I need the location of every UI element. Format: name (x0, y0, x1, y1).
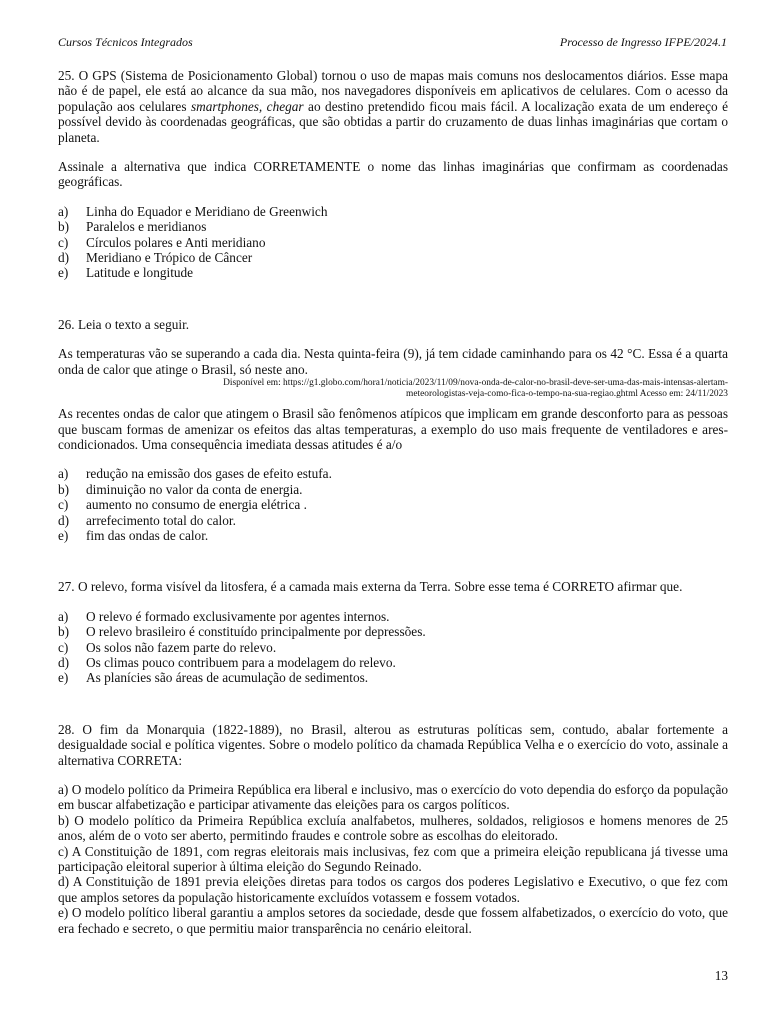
option-letter: d) (58, 512, 70, 528)
page-number: 13 (714, 968, 728, 983)
option-item[interactable]: a) O modelo político da Primeira República era liberal e inclusivo, mas o exercício do voto dependia do esforço da população em buscar alfabetização e participar ativamente das eleições para os cargos políticos. (58, 782, 728, 813)
header-course-title: Cursos Técnicos Integrados (58, 35, 193, 49)
question-25-command: Assinale a alternativa que indica CORRETAMENTE o nome das linhas imaginárias que confirmam as coordenadas geográficas. (58, 159, 728, 190)
option-text: Os solos não fazem parte do relevo. (86, 639, 277, 655)
option-text: Círculos polares e Anti meridiano (86, 234, 266, 250)
option-letter: a) (58, 203, 69, 219)
option-letter: a) (58, 608, 69, 624)
option-letter: c) (58, 639, 69, 655)
option-item[interactable] (58, 235, 728, 250)
question-25-options (58, 204, 728, 281)
header-process-title: Processo de Ingresso IFPE/2024.1 (559, 35, 727, 49)
question-25-text-part: 25. O GPS (Sistema de Posicionamento Global) tornou o uso de mapas mais comuns nos deslocamentos diários. Esse mapa não é de papel, ele está ao alcance da sua mão, nos navegadores disponíveis em aplicativos de celulares. Com o acesso da população aos celulares (58, 68, 728, 114)
option-letter: c) (58, 497, 69, 513)
question-25 (58, 68, 728, 281)
option-item[interactable]: c) A Constituição de 1891, com regras eleitorais mais inclusivas, fez com que a primeira eleição republicana já tivesse uma participação eleitoral superior à última eleição do Segundo Reinado. (58, 843, 728, 875)
question-26-options (58, 466, 728, 543)
source-line: meteorologistas-veja-como-fica-o-tempo-na-sua-regiao.ghtml Acesso em: 24/11/2023 (406, 389, 728, 400)
option-text: Paralelos e meridianos (86, 219, 207, 235)
option-text: aumento no consumo de energia elétrica . (86, 497, 307, 513)
option-item[interactable] (58, 466, 728, 481)
question-26 (58, 317, 728, 543)
question-28 (58, 722, 728, 936)
option-item[interactable] (58, 655, 728, 670)
option-letter: b) (58, 624, 70, 640)
option-item[interactable]: d) A Constituição de 1891 previa eleições diretas para todos os cargos dos poderes Legislativo e Executivo, o que fez com que amplos setores da população historicamente excluídos votassem e fossem votados. (58, 874, 728, 905)
option-item[interactable]: e) O modelo político liberal garantiu a amplos setores da sociedade, desde que fossem alfabetizados, o exercício do voto, que era fechado e secreto, o que permitiu maior transparência no cenário eleitoral. (58, 905, 728, 936)
question-26-source (58, 378, 728, 400)
option-item[interactable] (58, 265, 728, 280)
option-letter: b) (58, 219, 70, 235)
option-text: O relevo é formado exclusivamente por agentes internos. (86, 608, 390, 624)
question-26-text: As recentes ondas de calor que atingem o Brasil são fenômenos atípicos que implicam em grande desconforto para as pessoas que buscam formas de amenizar os efeitos das altas temperaturas, a exemplo do uso mais frequente de ventiladores e ares-condicionados. Uma consequência imediata dessas atitudes é a/o (58, 406, 728, 452)
option-text: O relevo brasileiro é constituído principalmente por depressões. (86, 624, 426, 640)
option-item[interactable] (58, 528, 728, 543)
question-26-intro: 26. Leia o texto a seguir. (58, 316, 190, 332)
option-text: Latitude e longitude (86, 265, 194, 281)
question-27 (58, 579, 728, 685)
option-text: redução na emissão dos gases de efeito estufa. (86, 466, 332, 482)
option-text: fim das ondas de calor. (86, 527, 209, 543)
option-item[interactable] (58, 624, 728, 639)
question-25-italic-text: smartphones, chegar (190, 98, 304, 114)
option-item[interactable] (58, 482, 728, 497)
option-item[interactable] (58, 250, 728, 265)
option-letter: b) (58, 481, 70, 497)
source-line: Disponível em: https://g1.globo.com/hora1/noticia/2023/11/09/nova-onda-de-calor-no-brasil-deve-ser-uma-das-mais-intensas-alertam- (223, 378, 728, 389)
option-text: Linha do Equador e Meridiano de Greenwich (86, 203, 328, 219)
question-25-text-part: ao destino pretendido ficou mais fácil. A localização exata de um endereço é possível devido às coordenadas geográficas, que são obtidas a partir do cruzamento de duas linhas imaginárias que cortam o planeta. (58, 98, 728, 145)
page-content (58, 68, 728, 936)
option-item[interactable] (58, 609, 728, 624)
question-26-quote: As temperaturas vão se superando a cada dia. Nesta quinta-feira (9), já tem cidade caminhando para os 42 °C. Essa é a quarta onda de calor que atinge o Brasil, só neste ano. (58, 346, 728, 377)
option-text: Os climas pouco contribuem para a modelagem do relevo. (86, 654, 396, 670)
option-item[interactable] (58, 670, 728, 685)
option-text: arrefecimento total do calor. (86, 512, 236, 528)
question-27-text: 27. O relevo, forma visível da litosfera, é a camada mais externa da Terra. Sobre esse tema é CORRETO afirmar que. (58, 579, 683, 595)
option-item[interactable] (58, 640, 728, 655)
option-letter: a) (58, 466, 69, 482)
question-27-options (58, 609, 728, 686)
question-25-text (58, 68, 728, 145)
option-letter: d) (58, 654, 70, 670)
option-item[interactable] (58, 497, 728, 512)
option-item[interactable] (58, 204, 728, 219)
option-item[interactable] (58, 513, 728, 528)
option-item[interactable] (58, 219, 728, 234)
option-letter: e) (58, 527, 69, 543)
question-28-text: 28. O fim da Monarquia (1822-1889), no Brasil, alterou as estruturas políticas sem, contudo, abalar fortemente a desigualdade social e política vigentes. Sobre o modelo político da chamada República Velha e o exercício do voto, assinale a alternativa CORRETA: (58, 721, 728, 768)
option-letter: e) (58, 265, 69, 281)
option-text: As planícies são áreas de acumulação de sedimentos. (86, 670, 369, 686)
option-text: diminuição no valor da conta de energia. (86, 481, 303, 497)
option-text: Meridiano e Trópico de Câncer (86, 250, 253, 266)
option-letter: e) (58, 670, 69, 686)
option-letter: c) (58, 234, 69, 250)
option-item[interactable]: b) O modelo político da Primeira República excluía analfabetos, mulheres, soldados, religiosos e homens menores de 25 anos, além de o voto ser aberto, permitindo fraudes e controle sobre as escolhas do eleitorado. (58, 812, 728, 844)
option-letter: d) (58, 250, 70, 266)
